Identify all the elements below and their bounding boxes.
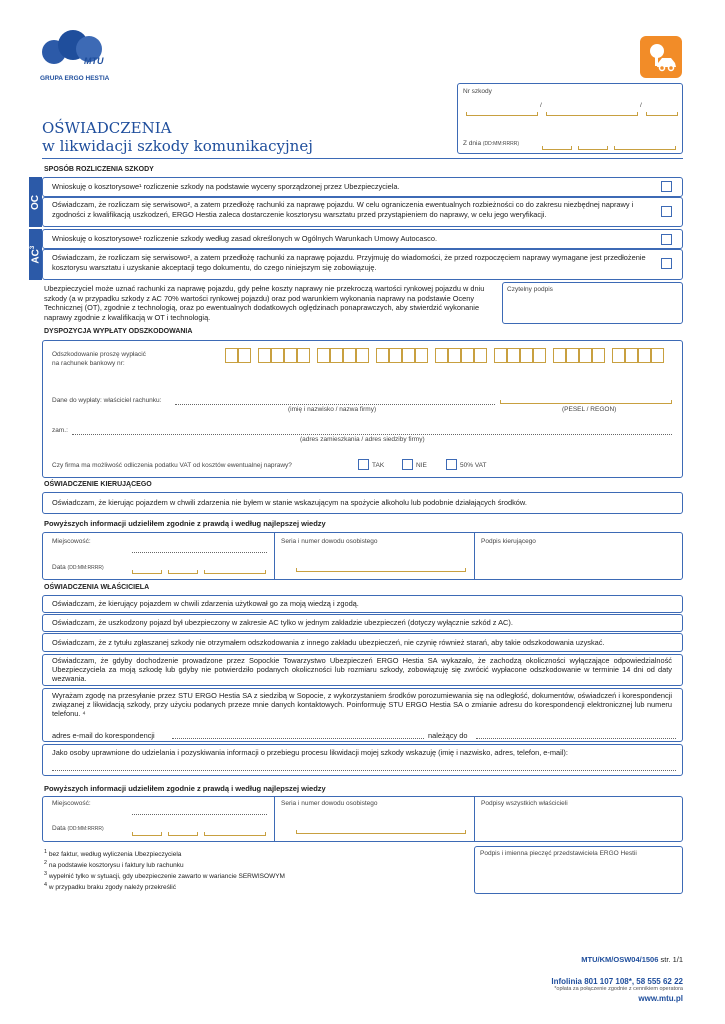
oc-option-1-checkbox[interactable] xyxy=(661,181,672,192)
ac-option-2-text: Oświadczam, że rozliczam się serwisowo², a zatem przedłożę rachunki za naprawę pojazdu. Przyjmuję do wiadomości, że przed rozpoczęciem naprawy wymagane jest przedłożenie kosztorysu warsztatu i uzyskanie akceptacji tego dokumentu, do czego niniejszym się zobowiązuję. xyxy=(52,253,646,272)
owner-id-label: Seria i numer dowodu osobistego xyxy=(281,800,378,807)
footnotes xyxy=(44,848,285,893)
driver-date-label: Data (DD:MM:RRRR) xyxy=(52,564,104,571)
oc-option-2-checkbox[interactable] xyxy=(661,206,672,217)
ac-option-2-checkbox[interactable] xyxy=(661,258,672,269)
pesel-hint: (PESEL / REGON) xyxy=(562,406,617,413)
driver-signature-label: Podpis kierującego xyxy=(481,538,536,545)
claim-number-field[interactable]: / / xyxy=(466,104,678,116)
infoline-note: *opłata za połączenie zgodnie z cennikiem operatora xyxy=(554,986,683,992)
email-owner-input[interactable] xyxy=(476,738,676,739)
address-label: zam.: xyxy=(52,427,68,434)
vat-50-checkbox[interactable] xyxy=(446,459,457,470)
owner-name-input[interactable] xyxy=(175,404,495,405)
vat-yes-label: TAK xyxy=(372,462,385,469)
rep-signature-label: Podpis i imienna pieczęć przedstawiciela ERGO Hestii xyxy=(480,850,637,857)
oc-option-1-text: Wnioskuję o kosztorysowe¹ rozliczenie szkody na podstawie wyceny sporządzonej przez Ubezpieczyciela. xyxy=(52,182,400,191)
form-code: MTU/KM/OSW04/1506 str. 1/1 xyxy=(581,955,683,964)
owner-label: Dane do wypłaty: właściciel rachunku: xyxy=(52,397,162,404)
logo-text: MTU xyxy=(84,56,104,66)
claim-date-label: Z dnia (DD:MM:RRRR) xyxy=(463,140,519,147)
vat-question: Czy firma ma możliwość odliczenia podatku VAT od kosztów ewentualnej naprawy? xyxy=(52,462,292,469)
driver-confirm: Powyższych informacji udzieliłem zgodnie z prawdą i według najlepszej wiedzy xyxy=(44,519,326,528)
group-text: GRUPA ERGO HESTIA xyxy=(40,75,110,82)
address-input[interactable] xyxy=(72,434,672,435)
footnote-2: $^2$ na podstawie kosztorysu i faktury lub rachunku xyxy=(44,860,184,870)
driver-header: OŚWIADCZENIE KIERUJĄCEGO xyxy=(44,481,152,488)
email-input[interactable] xyxy=(172,738,424,739)
driver-date-input[interactable] xyxy=(132,570,268,576)
settlement-signature-label: Czytelny podpis xyxy=(507,286,553,293)
driver-id-label: Seria i numer dowodu osobistego xyxy=(281,538,378,545)
title-line2: w likwidacji szkody komunikacyjnej xyxy=(42,137,313,155)
email-label: adres e-mail do korespondencji xyxy=(52,731,155,740)
owner-date-label: Data (DD:MM:RRRR) xyxy=(52,825,104,832)
claim-date-field[interactable] xyxy=(542,144,678,150)
website[interactable]: www.mtu.pl xyxy=(638,994,683,1003)
footnote-4: $^4$ w przypadku braku zgody należy przekreślić xyxy=(44,882,176,892)
claim-number-label: Nr szkody xyxy=(463,88,492,95)
vat-no-checkbox[interactable] xyxy=(402,459,413,470)
settlement-header: SPOSÓB ROZLICZENIA SZKODY xyxy=(44,166,154,173)
driver-statement: Oświadczam, że kierując pojazdem w chwili zdarzenia nie byłem w stanie wskazującym na spożycie alkoholu lub podobnie działających środków. xyxy=(52,498,527,507)
ac-tag: $AC^3$ xyxy=(29,229,42,280)
account-label: Odszkodowanie proszę wypłacić na rachunek bankowy nr: xyxy=(52,351,146,367)
pesel-input[interactable] xyxy=(500,400,672,404)
owner-place-label: Miejscowość: xyxy=(52,800,91,807)
ac-option-1-checkbox[interactable] xyxy=(661,234,672,245)
owner-confirm: Powyższych informacji udzieliłem zgodnie z prawdą i według najlepszej wiedzy xyxy=(44,784,326,793)
authorize-input[interactable] xyxy=(52,770,676,771)
owner-id-input[interactable] xyxy=(296,830,466,834)
address-hint: (adres zamieszkania / adres siedziby firmy) xyxy=(300,436,425,443)
owner-header: OŚWIADCZENIA WŁAŚCICIELA xyxy=(44,584,150,591)
footnote-3: $^3$ wypełnić tylko w sytuacji, gdy ubezpieczenie zawarto w wariancie SERWISOWYM xyxy=(44,871,285,881)
vat-yes-checkbox[interactable] xyxy=(358,459,369,470)
title-line1: OŚWIADCZENIA xyxy=(42,119,172,137)
payout-header: DYSPOZYCJA WYPŁATY ODSZKODOWANIA xyxy=(44,328,193,335)
oc-tag: OC xyxy=(29,177,42,227)
owner-signature-label: Podpisy wszystkich właścicieli xyxy=(481,800,568,807)
car-tree-icon xyxy=(640,36,682,78)
mtu-logo xyxy=(40,28,110,74)
email-owner-label: należący do xyxy=(428,731,468,740)
name-hint: (imię i nazwisko / nazwa firmy) xyxy=(288,406,377,413)
account-number-input[interactable] xyxy=(225,348,675,364)
footnote-1: $^1$ bez faktur, według wyliczenia Ubezpieczyciela xyxy=(44,849,182,859)
driver-id-input[interactable] xyxy=(296,568,466,572)
infoline: Infolinia 801 107 108*, 58 555 62 22 xyxy=(551,977,683,986)
driver-place-input[interactable] xyxy=(132,552,267,553)
oc-option-2-text: Oświadczam, że rozliczam się serwisowo², a zatem przedłożę rachunki za naprawę pojazdu. W celu ograniczenia ewentualnych rozbieżności co do zakresu niezbędnej naprawy i zgodności z kwalifikacją uszkodzeń, ERGO Hestia zaleca dostarczenie kosztorysu warsztatu przed przystąpieniem do naprawy, w celu jego weryfikacji. xyxy=(52,200,634,219)
owner-date-input[interactable] xyxy=(132,832,268,838)
vat-no-label: NIE xyxy=(416,462,427,469)
vat-50-label: 50% VAT xyxy=(460,462,487,469)
ac-option-1-text: Wnioskuję o kosztorysowe¹ rozliczenie szkody według zasad określonych w Ogólnych Warunkach Umowy Autocasco. xyxy=(52,234,438,243)
insurer-note: Ubezpieczyciel może uznać rachunki za naprawę pojazdu, gdy pełne koszty naprawy nie przekroczą wartości rynkowej pojazdu w dniu szkody (a w przypadku szkody z AC 70% wartości rynkowej pojazdu) oraz pod warunkiem wykonania naprawy na podstawie Oceny Technicznej (OT), zgodnie z technologią, oraz po ewentualnych dodatkowych oględzinach ponaprawczych, aby stwierdzić wykonanie naprawy zgodnie z kwalifikacją w OT i technologią. xyxy=(44,284,485,322)
driver-place-label: Miejscowość: xyxy=(52,538,91,545)
owner-place-input[interactable] xyxy=(132,814,267,815)
